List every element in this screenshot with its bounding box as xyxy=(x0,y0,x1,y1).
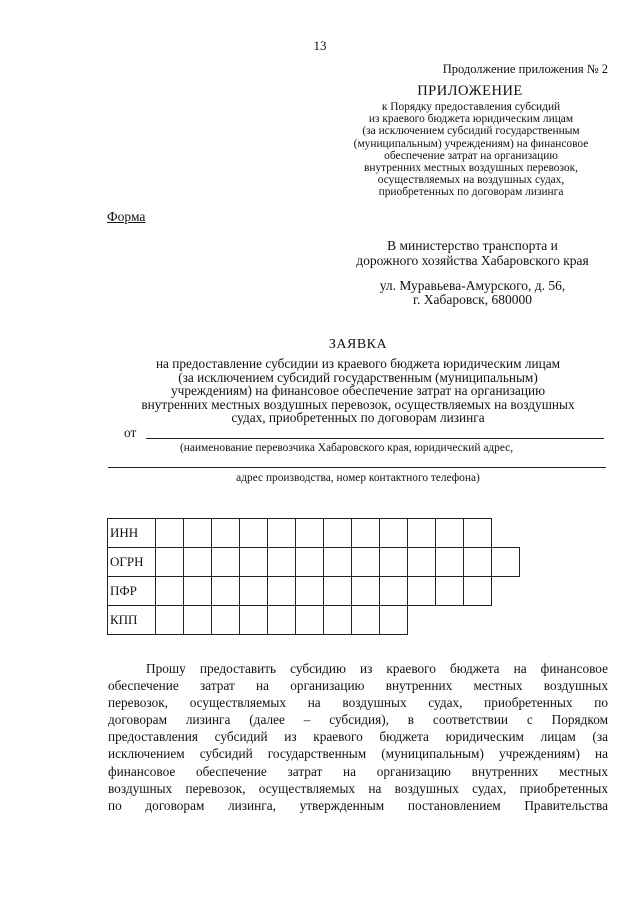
from-label: от xyxy=(124,425,137,440)
application-subtitle xyxy=(110,357,606,425)
code-digit-cell[interactable] xyxy=(268,606,296,635)
carrier-address-line[interactable] xyxy=(108,467,606,468)
form-label: Форма xyxy=(107,209,146,224)
addressee-line: В министерство транспорта и xyxy=(387,238,558,253)
code-digit-cell[interactable] xyxy=(212,577,240,606)
body-line: обеспечение затрат на организацию внутренних местных воздушных xyxy=(108,678,608,694)
code-digit-cell[interactable] xyxy=(156,606,184,635)
application-title: ЗАЯВКА xyxy=(328,337,388,352)
code-row xyxy=(108,548,520,577)
application-line: (за исключением субсидий государственным (муниципальным) xyxy=(178,369,538,385)
addressee xyxy=(340,238,605,268)
code-digit-cell[interactable] xyxy=(240,577,268,606)
code-digit-cell[interactable] xyxy=(352,519,380,548)
application-line: судах, приобретенных по договорам лизинга xyxy=(231,410,485,425)
code-digit-cell[interactable] xyxy=(324,548,352,577)
code-digit-cell[interactable] xyxy=(184,548,212,577)
code-digit-cell[interactable] xyxy=(156,548,184,577)
code-digit-cell[interactable] xyxy=(324,606,352,635)
code-digit-cell[interactable] xyxy=(436,577,464,606)
application-line: учреждениям) на финансовое обеспечение затрат на организацию xyxy=(170,383,545,398)
code-digit-cell[interactable] xyxy=(352,577,380,606)
code-digit-cell[interactable] xyxy=(184,519,212,548)
appendix-line: обеспечение затрат на организацию xyxy=(384,149,558,162)
body-line: исключением субсидий государственным (муниципальным) учреждениям) на xyxy=(108,746,608,762)
code-row xyxy=(108,577,520,606)
code-digit-cell[interactable] xyxy=(212,548,240,577)
code-digit-cell[interactable] xyxy=(268,519,296,548)
empty-space xyxy=(492,606,520,635)
code-digit-cell[interactable] xyxy=(296,577,324,606)
address-line: г. Хабаровск, 680000 xyxy=(413,292,532,307)
appendix-line: осуществляемых на воздушных судах, xyxy=(377,174,565,187)
body-text xyxy=(108,660,608,814)
code-label: ИНН xyxy=(108,519,156,548)
code-label: КПП xyxy=(108,606,156,635)
code-digit-cell[interactable] xyxy=(296,606,324,635)
empty-space xyxy=(464,606,492,635)
code-digit-cell[interactable] xyxy=(380,548,408,577)
code-digit-cell[interactable] xyxy=(408,519,436,548)
body-line: воздушных перевозок, осуществляемых на воздушных судах, приобретенных xyxy=(108,780,608,796)
appendix-line: (муниципальным) учреждениям) на финансовое xyxy=(353,137,589,150)
code-label: ПФР xyxy=(108,577,156,606)
carrier-address-hint: адрес производства, номер контактного телефона) xyxy=(236,472,480,484)
code-digit-cell[interactable] xyxy=(464,577,492,606)
code-digit-cell[interactable] xyxy=(240,519,268,548)
appendix-line: из краевого бюджета юридическим лицам xyxy=(368,113,574,126)
appendix-line: (за исключением субсидий государственным xyxy=(362,125,580,138)
address-line: ул. Муравьева-Амурского, д. 56, xyxy=(379,278,566,293)
empty-space xyxy=(436,606,464,635)
code-digit-cell[interactable] xyxy=(268,548,296,577)
application-line: внутренних местных воздушных перевозок, осуществляемых на воздушных xyxy=(141,396,575,412)
code-digit-cell[interactable] xyxy=(464,548,492,577)
page-number: 13 xyxy=(313,38,327,53)
code-digit-cell[interactable] xyxy=(156,577,184,606)
code-digit-cell[interactable] xyxy=(352,548,380,577)
code-digit-cell[interactable] xyxy=(184,606,212,635)
code-digit-cell[interactable] xyxy=(212,519,240,548)
code-digit-cell[interactable] xyxy=(436,548,464,577)
body-line: финансовое обеспечение затрат на организацию внутренних местных xyxy=(108,763,608,779)
empty-space xyxy=(492,577,520,606)
addressee-line: дорожного хозяйства Хабаровского края xyxy=(356,253,589,268)
code-digit-cell[interactable] xyxy=(240,606,268,635)
code-digit-cell[interactable] xyxy=(324,577,352,606)
carrier-name-hint: (наименование перевозчика Хабаровского края, юридический адрес, xyxy=(180,442,514,454)
body-line: договорам лизинга (далее – субсидия), в соответствии с Порядком xyxy=(108,712,608,728)
code-digit-cell[interactable] xyxy=(352,606,380,635)
carrier-name-line[interactable] xyxy=(146,438,604,439)
body-line: перевозок, осуществляемых на воздушных судах, приобретенных по xyxy=(108,695,608,711)
code-digit-cell[interactable] xyxy=(408,548,436,577)
code-digit-cell[interactable] xyxy=(212,606,240,635)
code-label: ОГРН xyxy=(108,548,156,577)
addressee-address xyxy=(340,279,605,307)
code-digit-cell[interactable] xyxy=(380,606,408,635)
appendix-line: внутренних местных воздушных перевозок, xyxy=(364,162,578,175)
code-digit-cell[interactable] xyxy=(380,519,408,548)
code-digit-cell[interactable] xyxy=(296,519,324,548)
code-digit-cell[interactable] xyxy=(296,548,324,577)
body-line: Прошу предоставить субсидию из краевого бюджета на финансовое xyxy=(146,661,608,676)
appendix-text xyxy=(330,101,612,199)
continuation-label: Продолжение приложения № 2 xyxy=(442,62,608,76)
code-digit-cell[interactable] xyxy=(324,519,352,548)
code-digit-cell[interactable] xyxy=(492,548,520,577)
code-digit-cell[interactable] xyxy=(268,577,296,606)
code-digit-cell[interactable] xyxy=(464,519,492,548)
codes-table xyxy=(107,518,520,635)
empty-space xyxy=(492,519,520,548)
appendix-line: приобретенных по договорам лизинга xyxy=(378,186,564,199)
body-line: по договорам лизинга, утвержденным постановлением Правительства xyxy=(108,797,608,813)
code-digit-cell[interactable] xyxy=(436,519,464,548)
code-digit-cell[interactable] xyxy=(380,577,408,606)
empty-space xyxy=(408,606,436,635)
appendix-title: ПРИЛОЖЕНИЕ xyxy=(417,83,523,99)
body-line: предоставления субсидий из краевого бюджета юридическим лицам (за xyxy=(108,729,608,745)
code-row xyxy=(108,606,520,635)
appendix-line: к Порядку предоставления субсидий xyxy=(381,101,561,113)
application-line: на предоставление субсидии из краевого бюджета юридическим лицам xyxy=(155,356,561,371)
code-digit-cell[interactable] xyxy=(156,519,184,548)
code-digit-cell[interactable] xyxy=(184,577,212,606)
code-digit-cell[interactable] xyxy=(408,577,436,606)
code-row xyxy=(108,519,520,548)
code-digit-cell[interactable] xyxy=(240,548,268,577)
